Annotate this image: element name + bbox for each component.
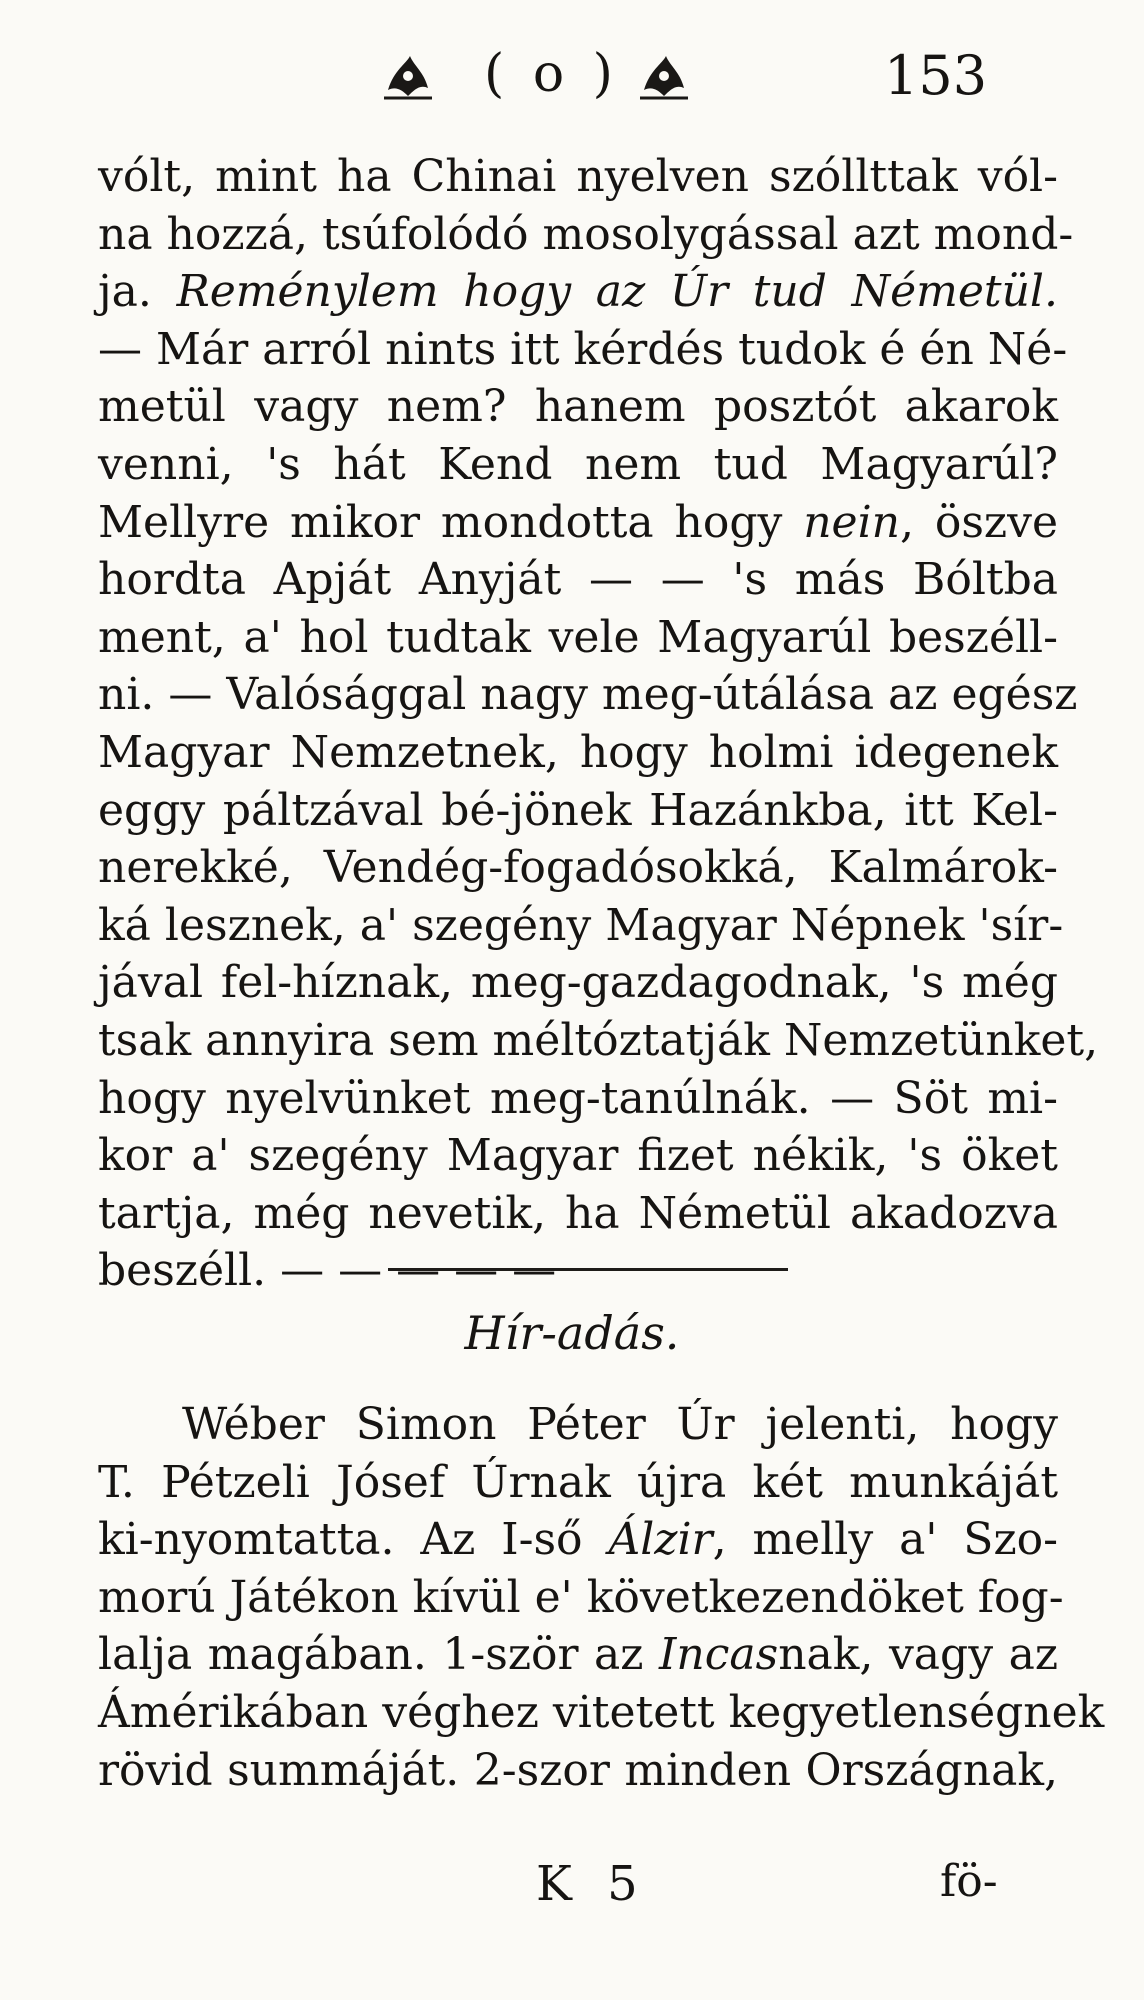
text-fragment: ki-nyomtatta. Az I-ső — [98, 1514, 609, 1566]
text-line: na hozzá, tsúfolódó mosolygással azt mond- — [98, 208, 1074, 260]
text-line-with-italic — [98, 263, 1058, 321]
text-line: ni. — Valósággal nagy meg-útálása az egész — [98, 669, 1078, 721]
text-fragment: nak, vagy az — [778, 1629, 1059, 1681]
text-line: Ámérikában véghez vitetett kegyetlenségnek — [98, 1686, 1105, 1738]
text-line: nerekké, Vendég-fogadósokká, Kalmárok- — [98, 842, 1058, 894]
text-line: rövid summáját. 2-szor minden Országnak, — [98, 1744, 1058, 1796]
page-footer — [0, 1856, 1144, 1926]
italic-title: Álzir — [608, 1514, 713, 1566]
text-fragment: lalja magában. 1-ször az — [98, 1629, 660, 1681]
signature-mark: ( o ) — [484, 44, 619, 104]
italic-phrase: Reménylem hogy az Úr tud Németül. — [176, 266, 1058, 318]
announcement-paragraph — [98, 1396, 1105, 1799]
printer-signature: K 5 — [536, 1856, 648, 1912]
text-fragment: Mellyre mikor mondotta hogy — [98, 496, 804, 548]
fleuron-left-icon — [380, 50, 436, 102]
text-line-with-italic — [98, 1626, 1058, 1684]
text-line: Magyar Nemzetnek, hogy holmi idegenek — [98, 726, 1058, 778]
text-line: hogy nyelvünket meg-tanúlnák. — Söt mi- — [98, 1072, 1058, 1124]
text-line: ment, a' hol tudtak vele Magyarúl beszéll- — [98, 611, 1058, 663]
text-line: — Már arról nints itt kérdés tudok é én Né- — [98, 323, 1068, 375]
text-line-with-italic — [98, 1511, 1058, 1569]
text-fragment: ja. — [98, 266, 177, 318]
text-line: beszéll. — — — — — — [98, 1245, 557, 1297]
section-divider — [388, 1268, 788, 1271]
text-line: T. Pétzeli Jósef Úrnak újra két munkáját — [98, 1456, 1058, 1508]
fleuron-right-icon — [636, 50, 692, 102]
section-title: Hír-adás. — [464, 1306, 680, 1360]
text-line: venni, 's hát Kend nem tud Magyarúl? — [98, 438, 1058, 490]
text-line: jával fel-híznak, meg-gazdagodnak, 's még — [98, 957, 1058, 1009]
italic-word: nein — [803, 496, 901, 548]
text-fragment: , öszve — [900, 496, 1059, 548]
text-line: morú Játékon kívül e' következendöket fog- — [98, 1571, 1064, 1623]
main-paragraph — [98, 148, 1099, 1300]
page-header — [0, 44, 1144, 114]
text-line: tsak annyira sem méltóztatják Nemzetünket, — [98, 1014, 1099, 1066]
italic-title: Incas — [659, 1629, 779, 1681]
text-line: tartja, még nevetik, ha Németül akadozva — [98, 1187, 1058, 1239]
text-line: hordta Apját Anyját — — 's más Bóltba — [98, 554, 1058, 606]
text-line-with-italic — [98, 494, 1058, 552]
text-line: vólt, mint ha Chinai nyelven szóllttak vól- — [98, 151, 1058, 202]
catchword: fö- — [940, 1856, 998, 1907]
text-line: eggy páltzával bé-jönek Hazánkba, itt Kel- — [98, 784, 1058, 836]
page-number: 153 — [884, 44, 988, 107]
text-line: metül vagy nem? hanem posztót akarok — [98, 381, 1058, 433]
text-line: kor a' szegény Magyar fizet nékik, 's öket — [98, 1130, 1058, 1182]
text-line: Wéber Simon Péter Úr jelenti, hogy — [182, 1399, 1058, 1450]
text-fragment: , melly a' Szo- — [712, 1514, 1058, 1566]
text-line: ká lesznek, a' szegény Magyar Népnek 'sír- — [98, 899, 1064, 951]
